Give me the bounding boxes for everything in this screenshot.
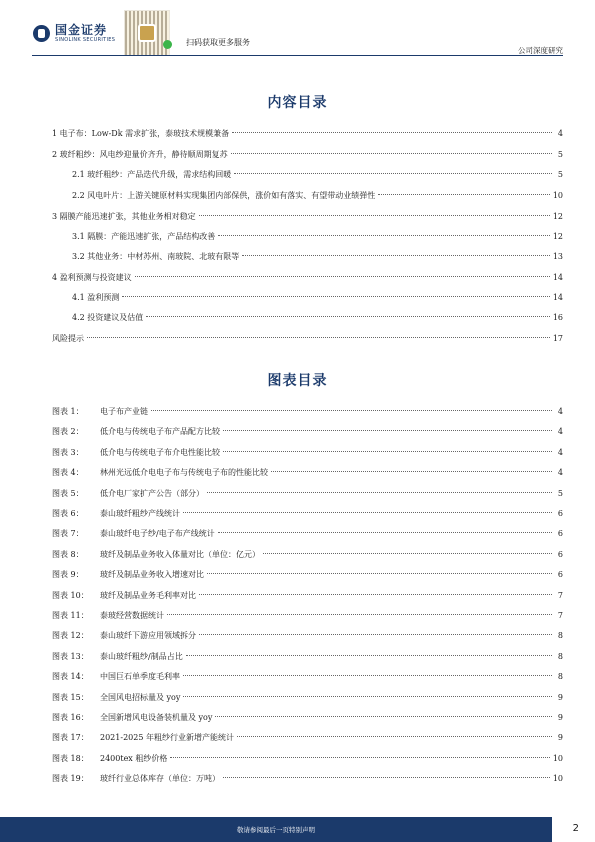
toc-entry[interactable]: [52, 333, 563, 345]
toc-leader-dots: [170, 757, 549, 758]
toc-entry[interactable]: [72, 312, 563, 324]
figure-number: 图表 10：: [52, 591, 89, 600]
toc-entry-label: 2.1 玻纤粗纱：产品迭代升级，需求结构回暖: [72, 170, 232, 179]
figure-entry-label: 玻纤及制品业务收入增速对比: [100, 570, 204, 579]
toc-entry[interactable]: [52, 272, 563, 284]
toc-leader-dots: [135, 276, 550, 277]
figure-entry-label: 2400tex 粗纱价格: [100, 754, 168, 763]
figure-entry-page: 4: [557, 407, 563, 416]
toc-entry[interactable]: [72, 169, 563, 181]
figure-entry-page: 10: [552, 754, 563, 763]
toc-leader-dots: [146, 316, 550, 317]
figure-number: 图表 5：: [52, 489, 84, 498]
toc-leader-dots: [186, 655, 552, 656]
toc-leader-dots: [183, 696, 552, 697]
figure-entry[interactable]: [52, 406, 563, 418]
figure-entry-label: 玻纤及制品业务毛利率对比: [100, 591, 196, 600]
toc-entry[interactable]: [52, 149, 563, 161]
toc-entry-label: 4.1 盈利预测: [72, 293, 120, 302]
figure-number: 图表 18：: [52, 754, 89, 763]
toc-leader-dots: [223, 777, 550, 778]
figure-entry-label: 玻纤及制品业务收入体量对比（单位：亿元）: [100, 550, 260, 559]
toc-entry-page: 5: [557, 150, 563, 159]
figures-title: 图表目录: [267, 373, 328, 389]
figure-entry[interactable]: [52, 610, 563, 622]
toc-leader-dots: [199, 594, 552, 595]
figure-entry-label: 泰山玻纤下游应用领域拆分: [100, 631, 196, 640]
figure-entry[interactable]: [52, 712, 563, 724]
header-divider: [32, 55, 563, 56]
figure-entry[interactable]: [52, 528, 563, 540]
figure-number: 图表 8：: [52, 550, 84, 559]
figure-entry[interactable]: [52, 692, 563, 704]
figure-entry-label: 林州光远低介电电子布与传统电子布的性能比较: [100, 468, 268, 477]
page-number: 2: [572, 823, 579, 834]
figure-number: 图表 1：: [52, 407, 84, 416]
toc-leader-dots: [271, 471, 552, 472]
figure-number: 图表 17：: [52, 733, 89, 742]
figure-entry[interactable]: [52, 753, 563, 765]
toc-entry-page: 12: [552, 212, 563, 221]
toc-entry-page: 12: [552, 232, 563, 241]
figure-number: 图表 9：: [52, 570, 84, 579]
figure-entry[interactable]: [52, 508, 563, 520]
footer-disclaimer: 敬请参阅最后一页特别声明: [237, 826, 315, 834]
toc-leader-dots: [199, 215, 550, 216]
figure-entry-page: 6: [557, 529, 563, 538]
figure-entry[interactable]: [52, 590, 563, 602]
figure-entry-label: 泰山玻纤粗纱产线统计: [100, 509, 180, 518]
figure-entry[interactable]: [52, 447, 563, 459]
toc-leader-dots: [378, 194, 550, 195]
figure-number: 图表 4：: [52, 468, 84, 477]
figure-entry-label: 泰玻经营数据统计: [100, 611, 164, 620]
figure-number: 图表 3：: [52, 448, 84, 457]
toc-entry[interactable]: [72, 292, 563, 304]
page-header: [0, 0, 595, 64]
toc-leader-dots: [231, 153, 552, 154]
toc-entry-label: 4 盈利预测与投资建议: [52, 273, 132, 282]
toc-entry[interactable]: [52, 128, 563, 140]
figure-entry-page: 6: [557, 509, 563, 518]
figure-number: 图表 6：: [52, 509, 84, 518]
figure-entry[interactable]: [52, 671, 563, 683]
toc-leader-dots: [237, 736, 552, 737]
figure-entry[interactable]: [52, 569, 563, 581]
figure-entry-label: 全国风电招标量及 yoy: [100, 693, 181, 702]
figure-entry-label: 电子布产业链: [100, 407, 148, 416]
toc-entry[interactable]: [52, 211, 563, 223]
figure-entry-label: 低介电与传统电子布介电性能比较: [100, 448, 220, 457]
figure-number: 图表 7：: [52, 529, 84, 538]
toc-entry-label: 1 电子布：Low-Dk 需求扩张，泰玻技术规模兼备: [52, 129, 230, 138]
toc-entry[interactable]: [72, 231, 563, 243]
toc-leader-dots: [183, 675, 552, 676]
logo-icon: [33, 25, 50, 42]
figure-number: 图表 2：: [52, 427, 84, 436]
figure-entry-page: 6: [557, 550, 563, 559]
figure-entry-label: 低介电与传统电子布产品配方比较: [100, 427, 220, 436]
toc-entry-page: 16: [552, 313, 563, 322]
toc-leader-dots: [207, 573, 552, 574]
figure-entry-label: 玻纤行业总体库存（单位：万吨）: [100, 774, 220, 783]
toc-entry-label: 2 玻纤粗纱：风电纱迎量价齐升，静待顺周期复苏: [52, 150, 228, 159]
toc-entry-page: 4: [557, 129, 563, 138]
toc-entry[interactable]: [72, 251, 563, 263]
toc-entry-page: 13: [552, 252, 563, 261]
qr-caption: 扫码获取更多服务: [186, 38, 250, 47]
figure-entry[interactable]: [52, 732, 563, 744]
figure-entry[interactable]: [52, 426, 563, 438]
figure-entry[interactable]: [52, 651, 563, 663]
toc-entry-label: 2.2 风电叶片：上游关键原材料实现集团内部保供，涨价如有落实、有望带动业绩弹性: [72, 191, 376, 200]
wechat-icon: [163, 40, 172, 49]
figure-entry-page: 4: [557, 468, 563, 477]
figure-entry-label: 中国巨石单季度毛利率: [100, 672, 180, 681]
toc-leader-dots: [223, 451, 552, 452]
figure-number: 图表 14：: [52, 672, 89, 681]
figure-entry-page: 7: [557, 611, 563, 620]
toc-leader-dots: [232, 132, 552, 133]
toc-leader-dots: [199, 634, 552, 635]
toc-entry-label: 风险提示: [52, 334, 84, 343]
figure-number: 图表 19：: [52, 774, 89, 783]
toc-entry-label: 3.2 其他业务：中材苏州、南玻院、北玻有限等: [72, 252, 240, 261]
figure-entry-label: 泰山玻纤电子纱/电子布产线统计: [100, 529, 215, 538]
figure-entry-page: 9: [557, 693, 563, 702]
toc-entry-label: 3 隔膜产能迅速扩张，其他业务相对稳定: [52, 212, 196, 221]
figure-entry-page: 10: [552, 774, 563, 783]
toc-leader-dots: [223, 430, 552, 431]
contents-title: 内容目录: [267, 95, 328, 111]
figure-entry-page: 8: [557, 652, 563, 661]
toc-entry-page: 14: [552, 293, 563, 302]
figure-entry[interactable]: [52, 488, 563, 500]
figure-number: 图表 15：: [52, 693, 89, 702]
figure-entry-label: 全国新增风电设备装机量及 yoy: [100, 713, 213, 722]
figure-entry-page: 6: [557, 570, 563, 579]
toc-leader-dots: [242, 255, 550, 256]
figure-entry[interactable]: [52, 773, 563, 785]
figure-entry-label: 2021-2025 年粗纱行业新增产能统计: [100, 733, 234, 742]
figure-entry-page: 4: [557, 427, 563, 436]
figure-number: 图表 16：: [52, 713, 89, 722]
toc-entry[interactable]: [72, 190, 563, 202]
toc-leader-dots: [207, 492, 552, 493]
figure-entry-page: 5: [557, 489, 563, 498]
figure-entry-label: 低介电厂家扩产公告（部分）: [100, 489, 204, 498]
toc-leader-dots: [215, 716, 552, 717]
figure-entry-page: 4: [557, 448, 563, 457]
toc-entry-label: 4.2 投资建议及估值: [72, 313, 144, 322]
toc-leader-dots: [122, 296, 550, 297]
toc-entry-page: 5: [557, 170, 563, 179]
toc-entry-label: 3.1 隔膜：产能迅速扩张，产品结构改善: [72, 232, 216, 241]
figure-entry[interactable]: [52, 549, 563, 561]
toc-leader-dots: [234, 173, 552, 174]
figure-entry[interactable]: [52, 467, 563, 479]
qr-center-logo: [138, 24, 156, 42]
figure-entry-page: 8: [557, 672, 563, 681]
toc-entry-page: 10: [552, 191, 563, 200]
toc-leader-dots: [167, 614, 552, 615]
figure-number: 图表 13：: [52, 652, 89, 661]
toc-leader-dots: [218, 235, 550, 236]
logo-name-en: SINOLINK SECURITIES: [55, 37, 116, 43]
toc-leader-dots: [183, 512, 552, 513]
toc-entry-page: 14: [552, 273, 563, 282]
company-logo: [33, 24, 115, 43]
figure-entry-page: 9: [557, 733, 563, 742]
toc-entry-page: 17: [552, 334, 563, 343]
toc-leader-dots: [151, 410, 552, 411]
figure-entry-page: 9: [557, 713, 563, 722]
toc-leader-dots: [87, 337, 550, 338]
figure-number: 图表 12：: [52, 631, 89, 640]
figure-entry-label: 泰山玻纤粗纱/制品占比: [100, 652, 183, 661]
figure-number: 图表 11：: [52, 611, 89, 620]
toc-leader-dots: [263, 553, 552, 554]
figure-entry-page: 8: [557, 631, 563, 640]
report-type: 公司深度研究: [518, 46, 563, 55]
figure-entry-page: 7: [557, 591, 563, 600]
logo-name-cn: 国金证券: [55, 23, 108, 37]
toc-leader-dots: [218, 532, 552, 533]
figure-entry[interactable]: [52, 630, 563, 642]
